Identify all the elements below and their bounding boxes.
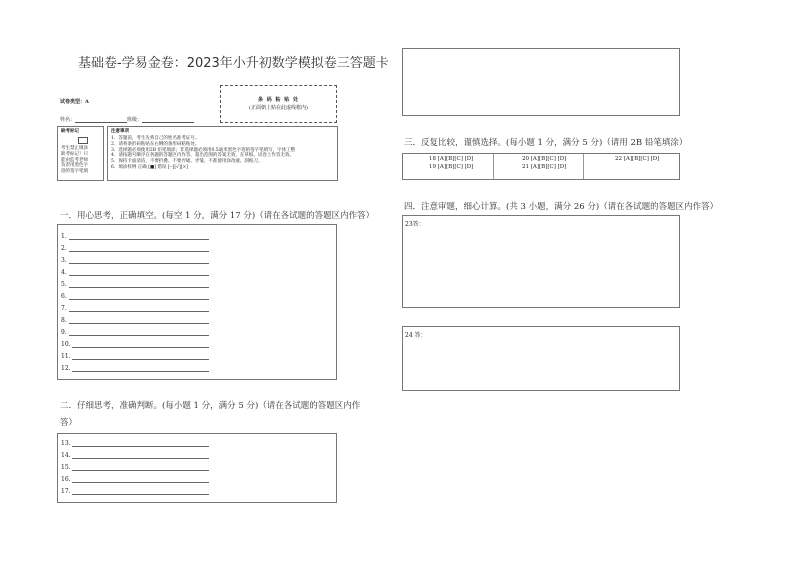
paper-type: 试卷类型：A xyxy=(60,99,89,105)
note-item: 4．请按题号顺序在各题的答题区内作答，超出范围的答案无效，在草纸、试卷上作答无效。 xyxy=(111,153,294,159)
choice-divider xyxy=(493,154,494,179)
section2-title: 二．仔细思考，准确判断。(每小题 1 分，满分 5 分)（请在各试题的答题区内作 xyxy=(60,401,361,411)
choice-item[interactable]: 21 [A][B][C] [D] xyxy=(522,164,567,170)
choice-row xyxy=(425,155,663,163)
q24-answer-area[interactable] xyxy=(402,326,680,391)
notes-list xyxy=(108,136,337,171)
answer-line: 6. xyxy=(61,288,336,300)
choice-divider xyxy=(583,154,584,179)
class-field[interactable] xyxy=(142,117,194,123)
barcode-title: 条 码 粘 贴 处 xyxy=(258,97,299,103)
note-item: 5．保持卡面清洁，不要折叠、不要弄破、弄皱，不准使用涂改液、刮纸刀。 xyxy=(111,159,263,165)
note-item: 6．填涂样例 正确 [■] 错误 [--][√][×] xyxy=(111,165,189,171)
answer-line: 15. xyxy=(61,459,336,471)
barcode-note: (正面朝上贴在此虚线框内) xyxy=(249,105,308,112)
q24-label: 24 答： xyxy=(405,332,427,339)
barcode-area xyxy=(220,85,337,123)
continuation-answer-area[interactable] xyxy=(402,48,680,116)
answer-line: 1. xyxy=(61,228,336,240)
name-label: 姓名： xyxy=(60,117,76,123)
answer-line: 13. xyxy=(61,435,336,447)
notes-box xyxy=(107,126,338,181)
section1-title: 一．用心思考，正确填空。(每空 1 分，满分 17 分)（请在各试题的答题区内作答） xyxy=(60,211,375,221)
choice-item[interactable]: 22 [A][B][C] [D] xyxy=(615,156,660,162)
section2-answer-area[interactable] xyxy=(57,433,337,503)
answer-line: 12. xyxy=(61,360,336,372)
choice-item[interactable] xyxy=(611,163,663,171)
choice-item[interactable]: 18 [A][B][C] [D] xyxy=(429,156,474,162)
choice-table xyxy=(425,155,663,171)
class-label: 班级： xyxy=(127,117,143,123)
answer-line: 3. xyxy=(61,252,336,264)
answer-line: 7. xyxy=(61,300,336,312)
section4-title: 四．注意审题，细心计算。(共 3 小题，满分 26 分)（请在各试题的答题区内作答） xyxy=(404,202,719,212)
absent-mark-checkbox[interactable] xyxy=(78,137,88,144)
answer-line: 4. xyxy=(61,264,336,276)
absent-mark-box xyxy=(57,126,104,181)
q23-answer-area[interactable] xyxy=(402,215,680,308)
q23-label: 23答： xyxy=(405,221,425,228)
name-class-row xyxy=(60,117,194,123)
absent-mark-desc: 考生禁止填涂 缺考标记！只 能由监考老师 负责用黑色字 迹的签字笔填 xyxy=(61,145,88,175)
name-field[interactable] xyxy=(75,117,127,123)
answer-line: 9. xyxy=(61,324,336,336)
notes-title: 注意事项 xyxy=(111,129,129,134)
choice-row xyxy=(425,163,663,171)
note-item: 2．请将条形码粘贴在右侧的条形码粘贴处。 xyxy=(111,141,200,147)
section3-choice-area xyxy=(402,153,680,180)
note-item: 1．答题前，考生先将自己的姓名准考证号。 xyxy=(111,135,200,141)
page-title: 基础卷-学易金卷：2023年小升初数学模拟卷三答题卡 xyxy=(78,56,389,71)
section3-title: 三．反复比较，谨慎选择。(每小题 1 分，满分 5 分)（请用 2B 铅笔填涂） xyxy=(404,138,688,148)
absent-mark-title: 缺考标记 xyxy=(61,129,79,134)
section2-title-cont: 答） xyxy=(60,418,78,428)
answer-line: 16. xyxy=(61,471,336,483)
section1-answer-area[interactable] xyxy=(57,224,337,380)
answer-line: 14. xyxy=(61,447,336,459)
answer-line: 2. xyxy=(61,240,336,252)
answer-line: 5. xyxy=(61,276,336,288)
choice-item[interactable]: 20 [A][B][C] [D] xyxy=(522,156,567,162)
answer-line: 17. xyxy=(61,483,336,495)
answer-line: 10. xyxy=(61,336,336,348)
answer-line: 8. xyxy=(61,312,336,324)
answer-line: 11. xyxy=(61,348,336,360)
note-item: 3．选择题必须使用2B 铅笔填涂；非选择题必须用0.5毫米黑色字迹的签字笔填写，字体工整 xyxy=(111,147,296,153)
choice-item[interactable]: 19 [A][B][C] [D] xyxy=(429,164,474,170)
